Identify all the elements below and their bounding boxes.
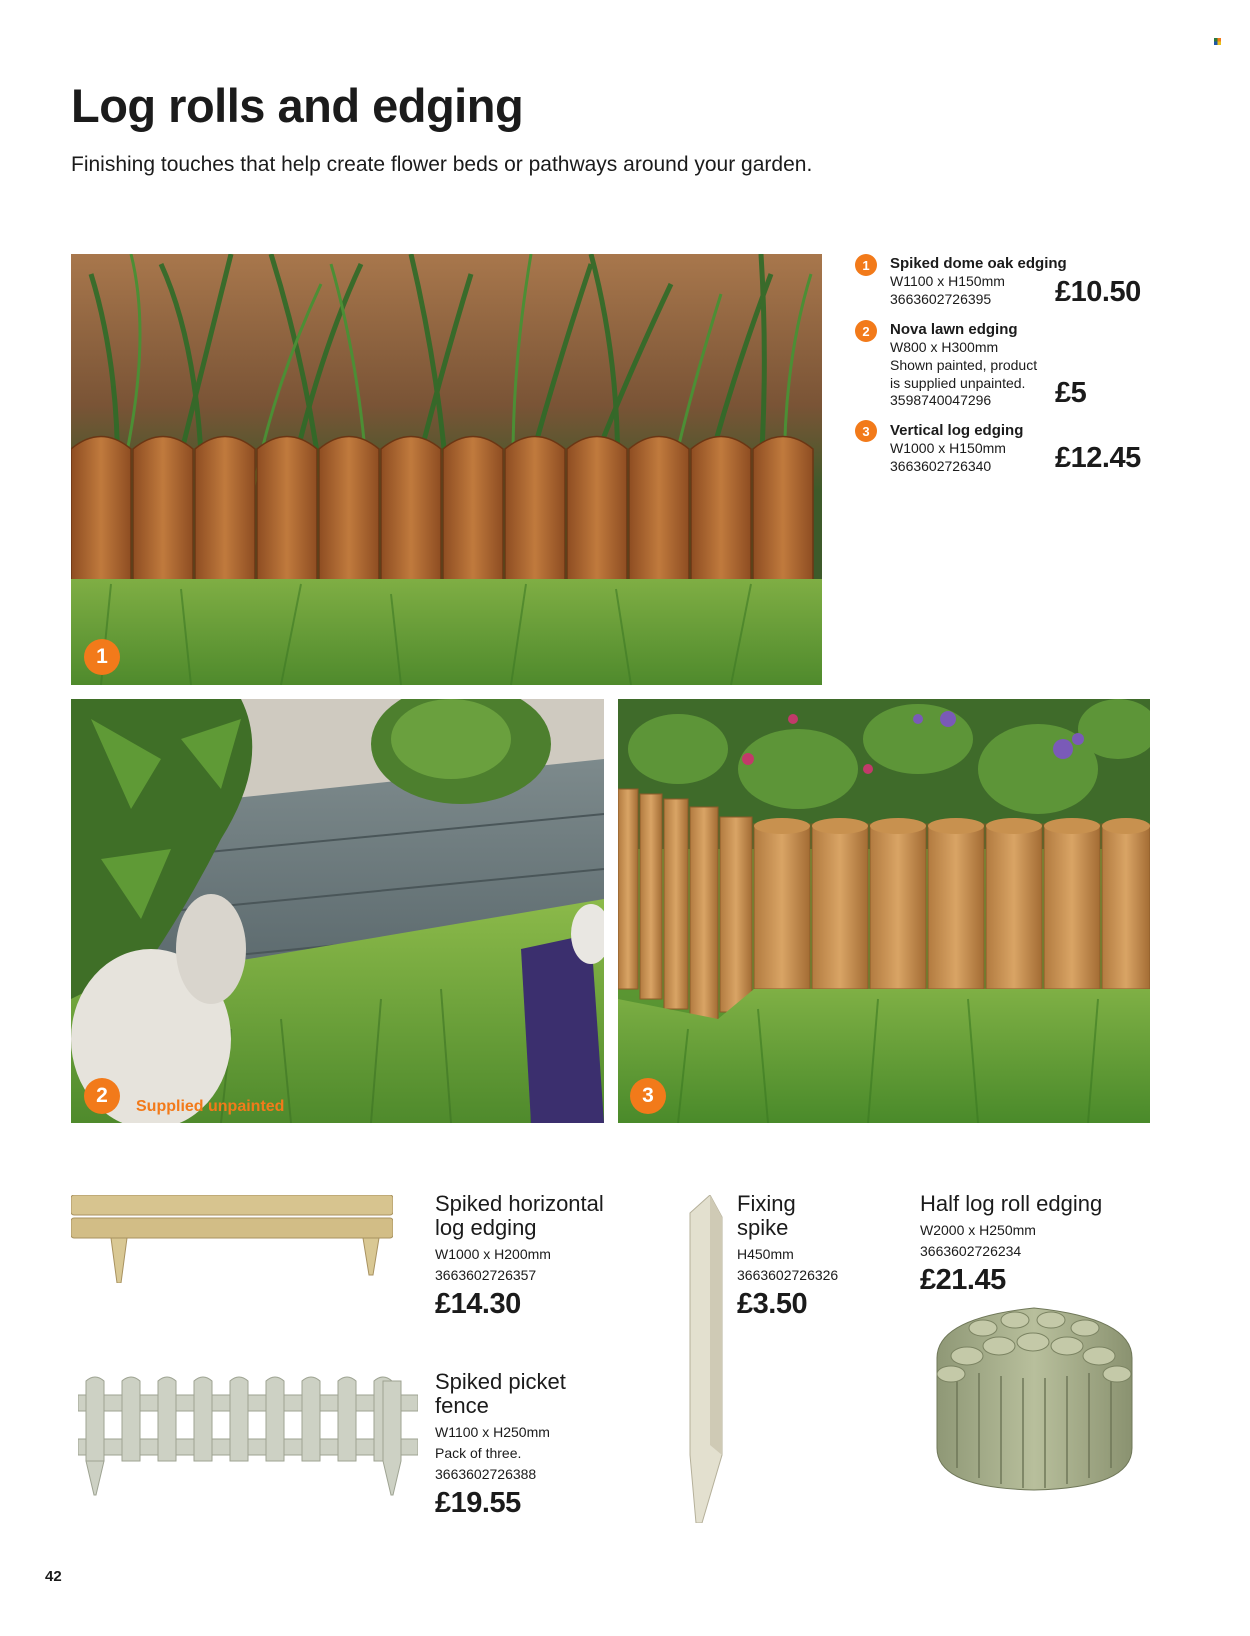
product-name-line: Half log roll edging bbox=[920, 1191, 1103, 1216]
product-name-line: spike bbox=[737, 1215, 789, 1240]
product-name-picket-fence bbox=[435, 1370, 566, 1418]
featured-price-2: £5 bbox=[1055, 377, 1087, 409]
product-size: W1100 x H250mm bbox=[435, 1424, 550, 1440]
product-name-fixing-spike bbox=[737, 1192, 796, 1240]
featured-price-1: £10.50 bbox=[1055, 276, 1141, 308]
product-price: £19.55 bbox=[435, 1487, 521, 1519]
photo-dome-oak-edging bbox=[71, 254, 822, 685]
featured-code-3: 3663602726340 bbox=[890, 458, 992, 474]
brand-logo bbox=[1214, 32, 1221, 39]
featured-size-1: W1100 x H150mm bbox=[890, 273, 1005, 289]
supplied-unpainted-note: Supplied unpainted bbox=[136, 1098, 285, 1115]
product-name-line: log edging bbox=[435, 1215, 537, 1240]
featured-price-3: £12.45 bbox=[1055, 442, 1141, 474]
product-code: 3663602726357 bbox=[435, 1267, 537, 1283]
product-price: £21.45 bbox=[920, 1264, 1006, 1296]
photo-vertical-log-edging bbox=[618, 699, 1150, 1123]
page-subtitle: Finishing touches that help create flower beds or pathways around your garden. bbox=[71, 153, 813, 176]
photo-badge-2: 2 bbox=[84, 1078, 120, 1114]
product-size: W1000 x H200mm bbox=[435, 1246, 551, 1262]
photo-badge-3: 3 bbox=[630, 1078, 666, 1114]
product-code: 3663602726234 bbox=[920, 1243, 1022, 1259]
featured-code-1: 3663602726395 bbox=[890, 291, 992, 307]
page-number: 42 bbox=[45, 1568, 62, 1585]
product-price: £14.30 bbox=[435, 1288, 521, 1320]
featured-name-1: Spiked dome oak edging bbox=[890, 255, 1067, 272]
product-code: 3663602726326 bbox=[737, 1267, 839, 1283]
featured-note-2b: is supplied unpainted. bbox=[890, 375, 1026, 391]
product-name-line: Spiked picket bbox=[435, 1369, 566, 1394]
featured-badge-2: 2 bbox=[855, 320, 877, 342]
featured-name-3: Vertical log edging bbox=[890, 422, 1024, 439]
horizontal-log-edging-image bbox=[71, 1195, 393, 1283]
half-log-roll-image bbox=[927, 1298, 1142, 1492]
featured-code-2: 3598740047296 bbox=[890, 392, 992, 408]
product-name-line: fence bbox=[435, 1393, 489, 1418]
page-title: Log rolls and edging bbox=[71, 79, 524, 132]
product-price: £3.50 bbox=[737, 1288, 808, 1320]
fixing-spike-image bbox=[676, 1195, 724, 1523]
picket-fence-image bbox=[78, 1373, 418, 1498]
product-size: W2000 x H250mm bbox=[920, 1222, 1036, 1238]
featured-badge-3: 3 bbox=[855, 420, 877, 442]
product-size: H450mm bbox=[737, 1246, 794, 1262]
featured-name-2: Nova lawn edging bbox=[890, 321, 1018, 338]
featured-badge-1: 1 bbox=[855, 254, 877, 276]
product-name-line: Fixing bbox=[737, 1191, 796, 1216]
product-name-half-log-roll bbox=[920, 1192, 1102, 1216]
photo-badge-1: 1 bbox=[84, 639, 120, 675]
featured-size-3: W1000 x H150mm bbox=[890, 440, 1006, 456]
product-name-line: Spiked horizontal bbox=[435, 1191, 604, 1216]
featured-note-2a: Shown painted, product bbox=[890, 357, 1038, 373]
featured-size-2: W800 x H300mm bbox=[890, 339, 999, 355]
product-code: 3663602726388 bbox=[435, 1466, 537, 1482]
product-name-horizontal-log-edging bbox=[435, 1192, 604, 1240]
photo-nova-lawn-edging bbox=[71, 699, 604, 1123]
product-pack-note: Pack of three. bbox=[435, 1445, 522, 1461]
